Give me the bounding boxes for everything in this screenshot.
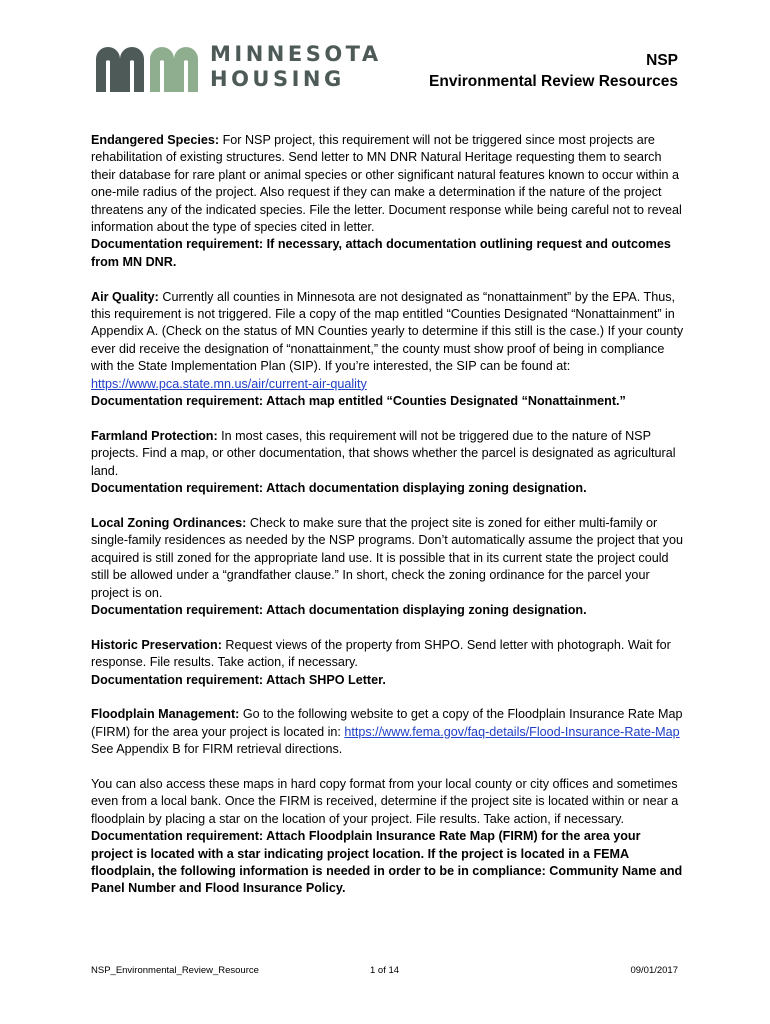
section-label: Farmland Protection: [91,428,218,443]
section-air-quality [91,289,685,411]
documentation-requirement: Documentation requirement: Attach SHPO Letter. [91,672,386,687]
section-local-zoning [91,515,685,619]
section-label: Floodplain Management: [91,707,240,722]
paragraph [91,637,685,672]
documentation-requirement: Documentation requirement: Attach documentation displaying zoning designation. [91,602,587,617]
mn-logo-mark-icon [96,46,200,92]
section-text: Check to make sure that the project site is zoned for either multi-family or single-family residences as needed by the NSP programs. Don’t automatically assume the project that you acquired is still zoned for the appropriate land use. It is possible that in its current state the project could still be allowed under a “grandfather clause.” In short, check the zoning ordinance for the parcel your project is on. [91,515,683,600]
footer-page-number: 1 of 14 [370,965,400,976]
footer-date: 09/01/2017 [630,965,678,976]
section-label: Local Zoning Ordinances: [91,515,247,530]
footer-filename: NSP_Environmental_Review_Resource [91,965,259,976]
documentation-requirement: Documentation requirement: Attach map entitled “Counties Designated “Nonattainment.” [91,394,626,409]
documentation-requirement: Documentation requirement: Attach Floodplain Insurance Rate Map (FIRM) for the area your project is located with a star indicating project location. If the project is located in a FEMA floodplain, the following information is needed in order to be in compliance: Community Name and Panel Number and Flood Insurance Policy. [91,829,683,896]
paragraph [91,428,685,480]
appendix-note: See Appendix B for FIRM retrieval directions. [91,742,343,757]
section-floodplain-management [91,706,685,758]
section-hard-copy-maps [91,776,685,898]
fema-firm-link[interactable]: https://www.fema.gov/faq-details/Flood-Insurance-Rate-Map [344,724,680,739]
section-farmland-protection [91,428,685,498]
section-label: Endangered Species: [91,133,220,147]
document-body [91,132,685,915]
title-line-1: NSP [646,52,678,69]
section-historic-preservation [91,637,685,689]
document-title [429,50,678,92]
section-text: Request views of the property from SHPO. Send letter with photograph. Wait for response. File results. Take action, if necessary. [91,637,671,670]
section-label: Air Quality: [91,289,159,304]
logo-wordmark [210,42,382,92]
section-text: Currently all counties in Minnesota are not designated as “nonattainment” by the EPA. Thus, this requirement is not triggered. File a copy of the map entitled “Counties Designated “Nonattainment” in Appendix A. (Check on the status of MN Counties yearly to determine if this still is the case.) If your county ever did receive the designation of “nonattainment,” the county must show proof of being in compliance with the State Implementation Plan (SIP). If you’re interested, the SIP can be found at: [91,289,684,374]
section-label: Historic Preservation: [91,637,222,652]
documentation-requirement: Documentation requirement: Attach documentation displaying zoning designation. [91,481,587,496]
paragraph [91,706,685,741]
documentation-requirement: Documentation requirement: If necessary, attach documentation outlining request and outcomes from MN DNR. [91,237,671,269]
section-endangered-species [91,132,685,271]
minnesota-housing-logo [96,42,386,98]
paragraph [91,289,685,393]
title-line-2: Environmental Review Resources [429,73,678,90]
paragraph: You can also access these maps in hard copy format from your local county or city offices and sometimes even from a local bank. Once the FIRM is received, determine if the project site is located within or near a floodplain by placing a star on the location of your project. File results. Take action, if necessary. [91,776,679,826]
section-text: In most cases, this requirement will not be triggered due to the nature of NSP projects. Find a map, or other documentation, that shows whether the parcel is designated as agricultural land. [91,428,676,478]
logo-line-1: MINNESOTA [210,42,382,66]
sip-link[interactable]: https://www.pca.state.mn.us/air/current-air-quality [91,376,367,391]
section-text: For NSP project, this requirement will not be triggered since most projects are rehabilitation of existing structures. Send letter to MN DNR Natural Heritage requesting them to search their database for rare plant or animal species or other significant natural features known to occur within a one-mile radius of the project. Also request if they can make a determination if the nature of the project threatens any of the indicated species. File the letter. Document response while being careful not to reveal information about the type of species cited in letter. [91,133,682,235]
section-text: Go to the following website to get a copy of the Floodplain Insurance Rate Map (FIRM) for the area your project is located in: [91,707,683,739]
paragraph [91,132,685,236]
logo-line-2: HOUSING [210,67,345,91]
paragraph [91,515,685,602]
